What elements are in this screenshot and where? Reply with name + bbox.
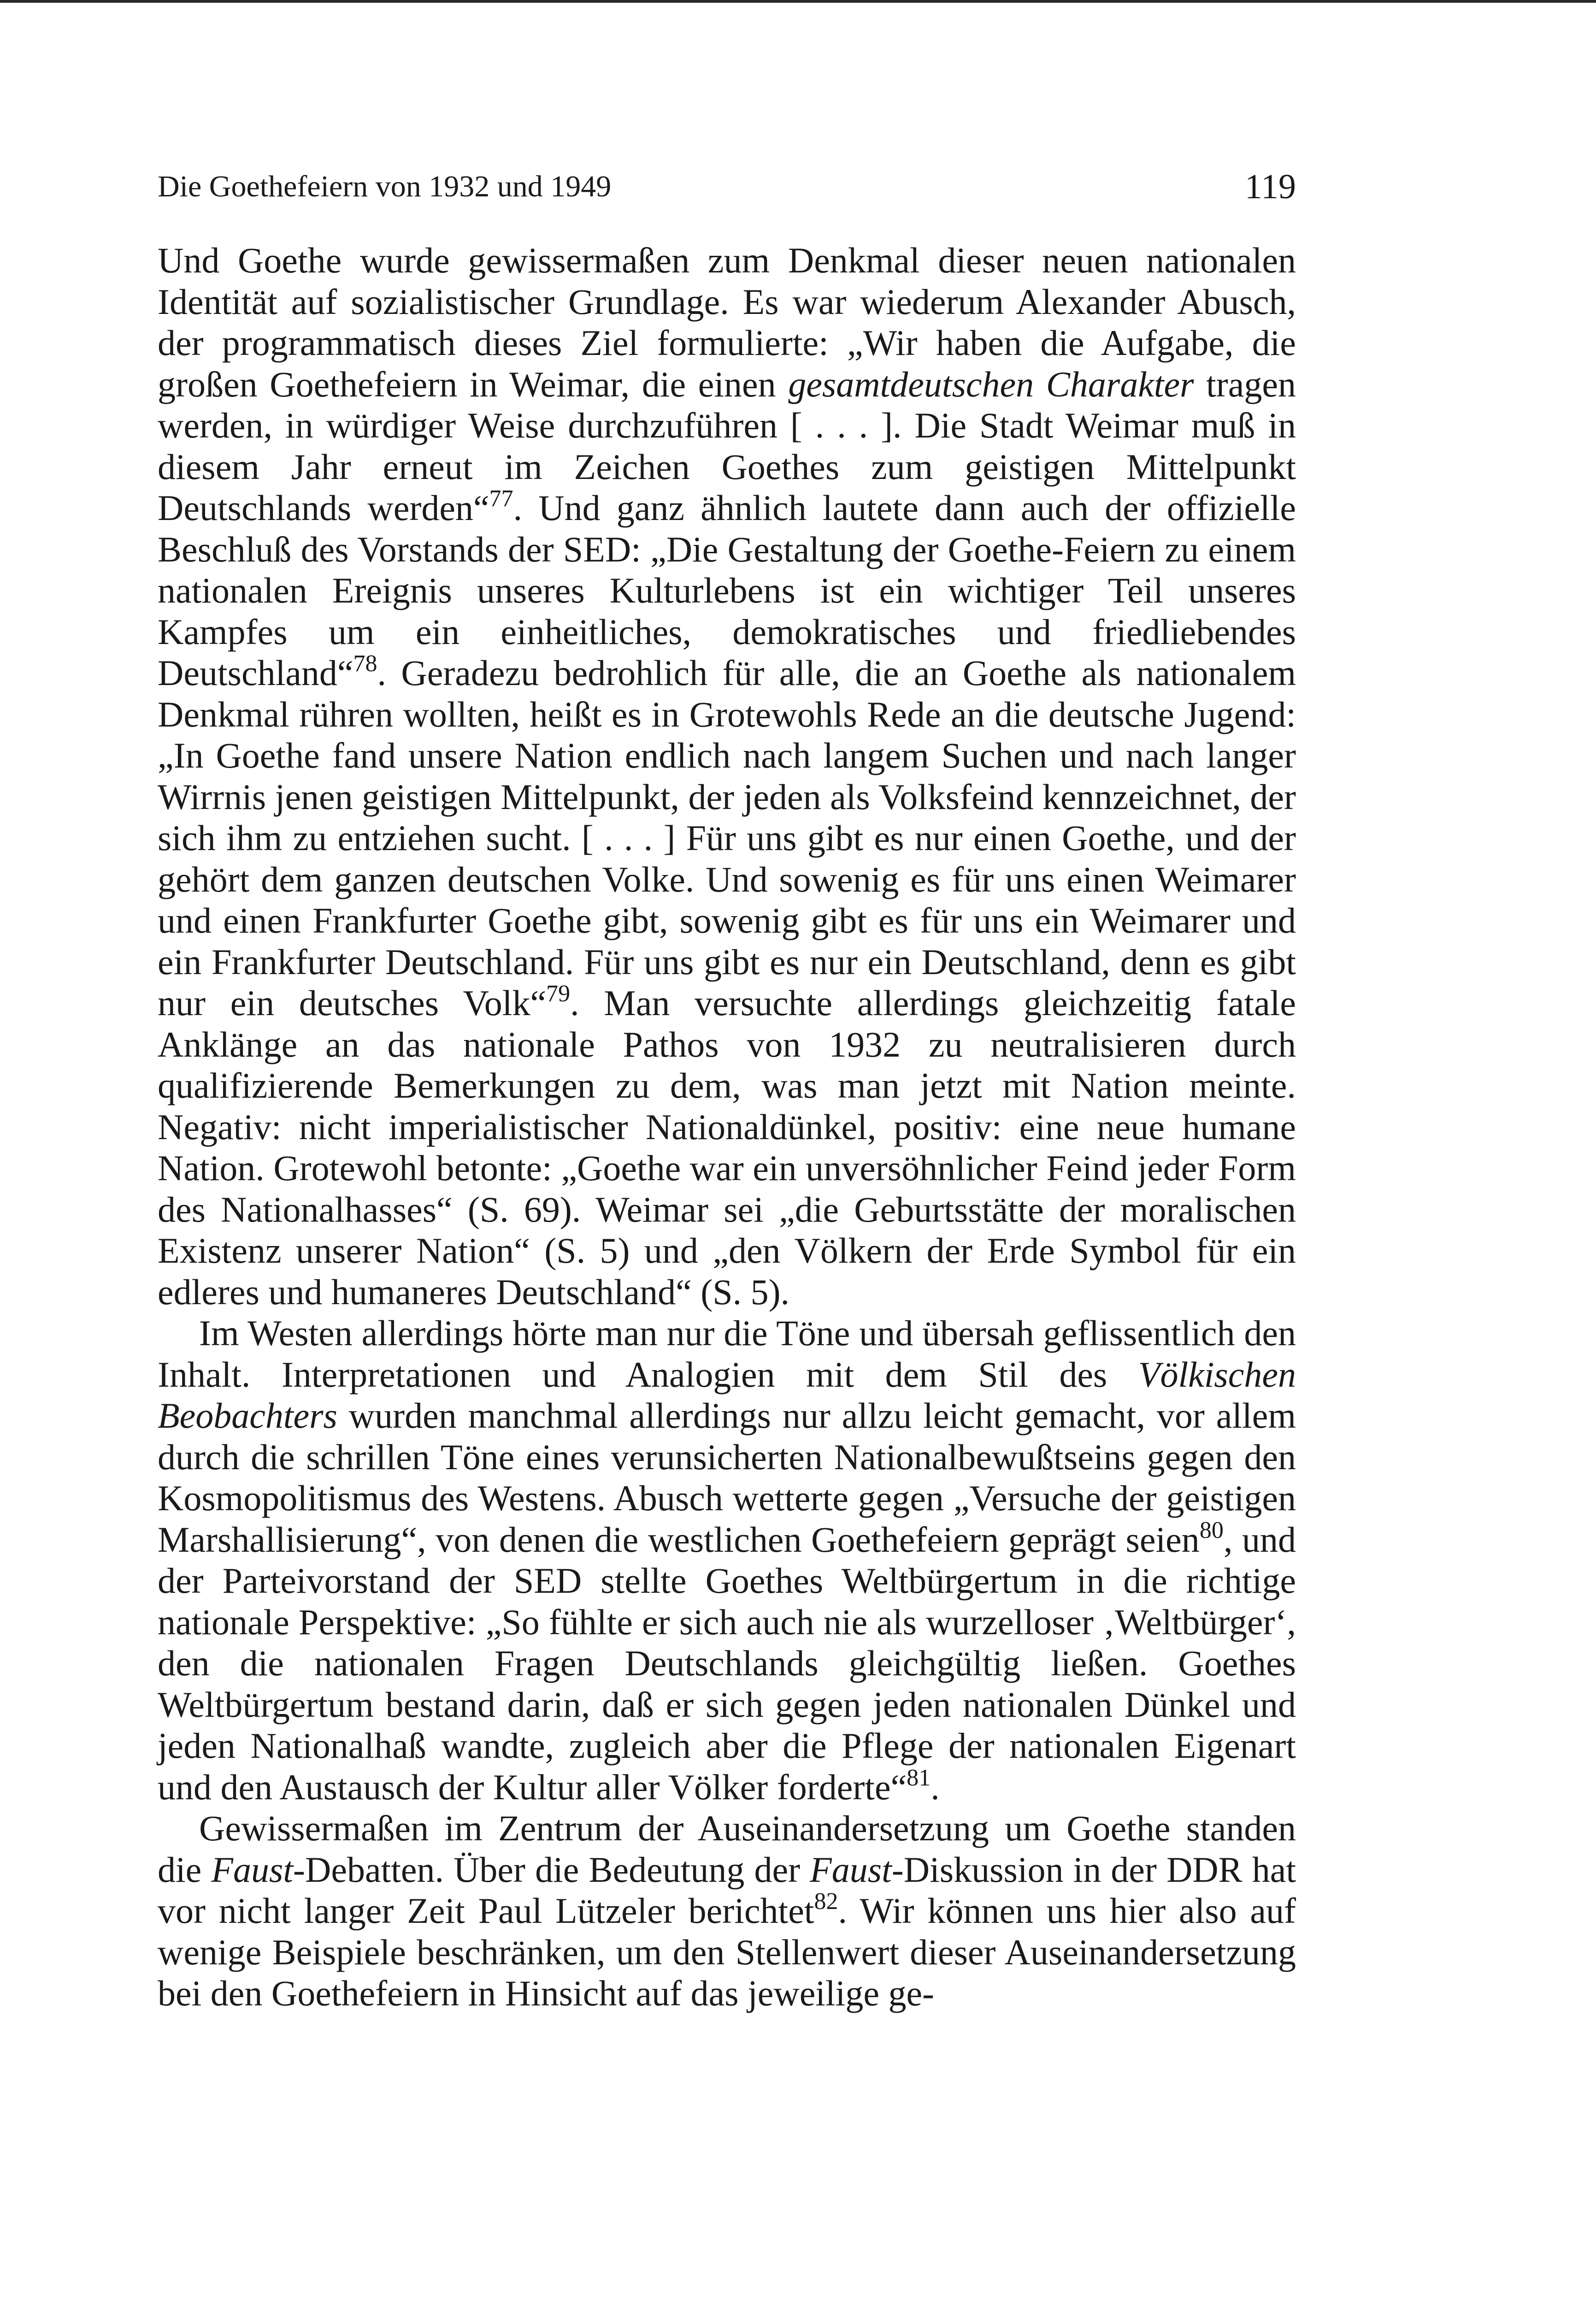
footnote-marker: 81 — [907, 1764, 931, 1791]
footnote-marker: 77 — [489, 485, 513, 512]
text-run: Und Goethe wurde gewissermaßen zum Denkmal dieser neuen nationalen Identität auf sozialistischer Grundlage. Es war wiederum Alexander Abusch, der programmatisch dieses Ziel formulierte: „Wir haben die Aufgabe, die großen Goethefeiern in Weimar, die einen — [158, 240, 1296, 404]
footnote-marker: 79 — [546, 981, 571, 1007]
paragraph-1 — [158, 240, 1296, 1312]
text-run: , und der Parteivorstand der SED stellte Goethes Weltbürgertum in die richtige nationale Perspektive: „So fühlte er sich auch nie als wurzelloser ‚Weltbürger‘, den die nationalen Fragen Deutschlands gleichgültig ließen. Goethes Weltbürgertum bestand darin, daß er sich gegen jeden nationalen Dünkel und jeden Nationalhaß wandte, zugleich aber die Pflege der nationalen Eigenart und den Austausch der Kultur aller Völker forderte“ — [158, 1519, 1296, 1807]
paragraph-2 — [158, 1312, 1296, 1808]
text-run: . — [931, 1767, 940, 1807]
text-run: . Wir können uns hier also auf wenige Beispiele beschränken, um den Stellenwert dieser Auseinandersetzung bei den Goethefeiern in Hinsicht auf das jeweilige ge- — [158, 1891, 1296, 2013]
text-run: . Man versuchte allerdings gleichzeitig fatale Anklänge an das nationale Pathos von 1932 zu neutralisieren durch qualifizierende Bemerkungen zu dem, was man jetzt mit Nation meinte. Negativ: nicht imperialistischer Nationaldünkel, positiv: eine neue humane Nation. Grotewohl betonte: „Goethe war ein unversöhnlicher Feind jeder Form des Nationalhasses“ (S. 69). Weimar sei „die Geburtsstätte der moralischen Existenz unserer Nation“ (S. 5) und „den Völkern der Erde Symbol für ein edleres und humaneres Deutschland“ (S. 5). — [158, 983, 1296, 1312]
scan-edge-top — [0, 0, 1596, 3]
page-number: 119 — [1244, 167, 1296, 206]
body-text — [158, 240, 1296, 2014]
footnote-marker: 82 — [814, 1888, 838, 1915]
footnote-marker: 78 — [353, 650, 377, 677]
paragraph-3 — [158, 1808, 1296, 2014]
italic-text: Völkischen Beobachters — [158, 1354, 1296, 1436]
text-run: -Debatten. Über die Bedeutung der — [293, 1849, 810, 1890]
italic-text: Faust — [211, 1849, 294, 1890]
text-run: wurden manchmal allerdings nur allzu leicht gemacht, vor allem durch die schrillen Töne eines verunsicherten Nationalbewußtseins gegen den Kosmopolitismus des Westens. Abusch wetterte gegen „Versuche der geistigen Marshallisierung“, von denen die westlichen Goethefeiern geprägt seien — [158, 1395, 1296, 1560]
text-run: Im Westen allerdings hörte man nur die Töne und übersah geflissentlich den Inhalt. Interpretationen und Analogien mit dem Stil des — [158, 1313, 1296, 1395]
text-run: . Geradezu bedrohlich für alle, die an Goethe als nationalem Denkmal rühren wollten, heißt es in Grotewohls Rede an die deutsche Jugend: „In Goethe fand unsere Nation endlich nach langem Suchen und nach langer Wirrnis jenen geistigen Mittelpunkt, der jeden als Volksfeind kennzeichnet, der sich ihm zu entziehen sucht. [ . . . ] Für uns gibt es nur einen Goethe, und der gehört dem ganzen deutschen Volke. Und sowenig es für uns einen Weimarer und einen Frankfurter Goethe gibt, sowenig gibt es für uns ein Weimarer und ein Frankfurter Deutschland. Für uns gibt es nur ein Deutschland, denn es gibt nur ein deutsches Volk“ — [158, 653, 1296, 1023]
text-run: tragen werden, in würdiger Weise durchzuführen [ . . . ]. Die Stadt Weimar muß in diesem Jahr erneut im Zeichen Goethes zum geistigen Mittelpunkt Deutschlands werden“ — [158, 364, 1296, 528]
text-run: -Diskussion in der DDR hat vor nicht langer Zeit Paul Lützeler berichtet — [158, 1849, 1296, 1931]
running-head — [158, 166, 1296, 207]
text-run: Gewissermaßen im Zentrum der Auseinandersetzung um Goethe standen die — [158, 1808, 1296, 1890]
italic-text: Faust — [810, 1849, 892, 1890]
running-title: Die Goethefeiern von 1932 und 1949 — [158, 170, 612, 203]
italic-text: gesamtdeutschen Charakter — [788, 364, 1194, 404]
text-run: . Und ganz ähnlich lautete dann auch der offizielle Beschluß des Vorstands der SED: „Die Gestaltung der Goethe-Feiern zu einem nationalen Ereignis unseres Kulturlebens ist ein wichtiger Teil unseres Kampfes um ein einheitliches, demokratisches und friedliebendes Deutschland“ — [158, 488, 1296, 693]
footnote-marker: 80 — [1199, 1517, 1224, 1543]
